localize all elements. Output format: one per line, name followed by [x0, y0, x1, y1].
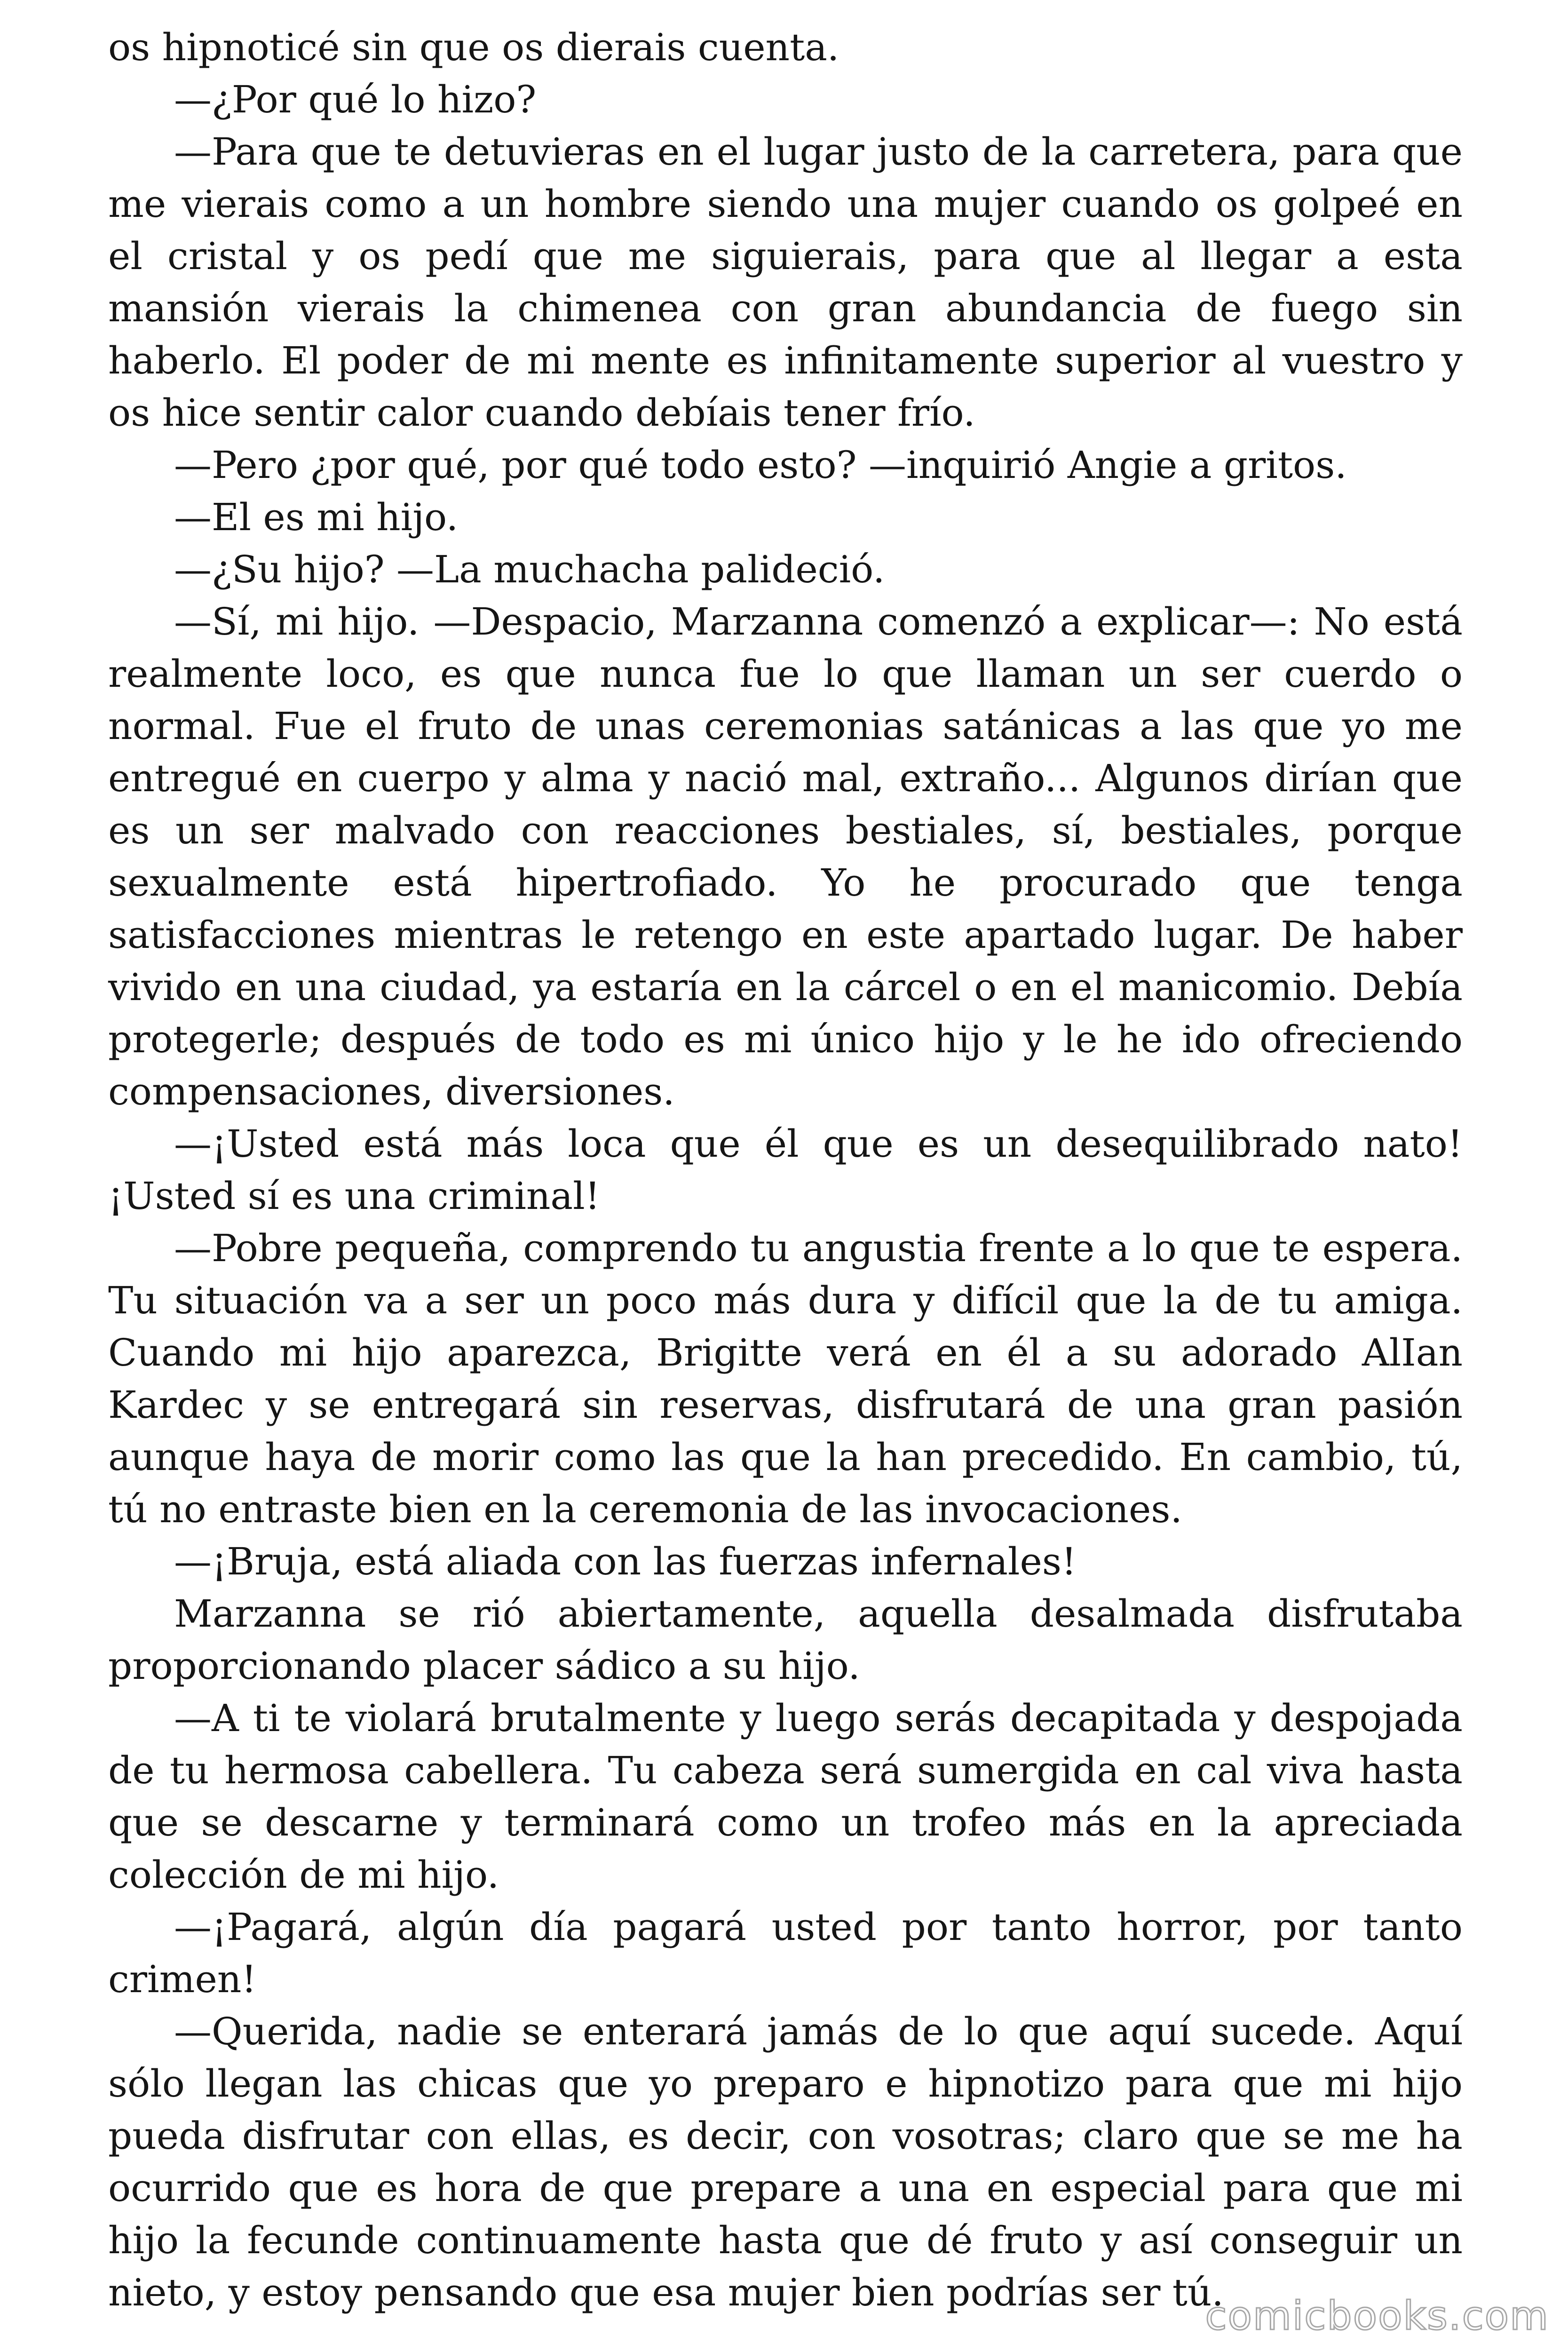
paragraph: —Para que te detuvieras en el lugar justo de la carretera, para que me vierais como a un hombre siendo una mujer cuando os golpeé en el cristal y os pedí que me siguierais, para que al llegar a esta mansión vierais la chimenea con gran abundancia de fuego sin haberlo. El poder de mi mente es infinitamente superior al vuestro y os hice sentir calor cuando debíais tener frío.: [108, 130, 1463, 435]
paragraph: —¡Usted está más loca que él que es un desequilibrado nato! ¡Usted sí es una criminal!: [108, 1122, 1463, 1218]
paragraph: os hipnoticé sin que os dierais cuenta.: [108, 25, 839, 69]
paragraph: —Sí, mi hijo. —Despacio, Marzanna comenzó a explicar—: No está realmente loco, es que nunca fue lo que llaman un ser cuerdo o normal. Fue el fruto de unas ceremonias satánicas a las que yo me entregué en cuerpo y alma y nació mal, extraño... Algunos dirían que es un ser malvado con reacciones bestiales, sí, bestiales, porque sexualmente está hipertrofiado. Yo he procurado que tenga satisfacciones mientras le retengo en este apartado lugar. De haber vivido en una ciudad, ya estaría en la cárcel o en el manicomio. Debía protegerle; después de todo es mi único hijo y le he ido ofreciendo compensaciones, diversiones.: [108, 600, 1463, 1113]
paragraph: —El es mi hijo.: [174, 495, 459, 539]
paragraph: —¿Por qué lo hizo?: [174, 78, 537, 121]
paragraph: —¡Pagará, algún día pagará usted por tanto horror, por tanto crimen!: [108, 1905, 1463, 2001]
paragraph: —¡Bruja, está aliada con las fuerzas infernales!: [174, 1540, 1077, 1583]
paragraph: —¿Su hijo? —La muchacha palideció.: [174, 548, 885, 591]
paragraph: —A ti te violará brutalmente y luego serás decapitada y despojada de tu hermosa cabellera. Tu cabeza será sumergida en cal viva hasta que se descarne y terminará como un trofeo más en la apreciada colección de mi hijo.: [108, 1696, 1463, 1897]
paragraph: —Pero ¿por qué, por qué todo esto? —inquirió Angie a gritos.: [174, 443, 1347, 487]
paragraph: —Pobre pequeña, comprendo tu angustia frente a lo que te espera. Tu situación va a ser un poco más dura y difícil que la de tu amiga. Cuando mi hijo aparezca, Brigitte verá en él a su adorado AlIan Kardec y se entregará sin reservas, disfrutará de una gran pasión aunque haya de morir como las que la han precedido. En cambio, tú, tú no entraste bien en la ceremonia de las invocaciones.: [108, 1226, 1463, 1531]
paragraph: Marzanna se rió abiertamente, aquella desalmada disfrutaba proporcionando placer sádico a su hijo.: [108, 1592, 1463, 1688]
paragraph: —Querida, nadie se enterará jamás de lo que aquí sucede. Aquí sólo llegan las chicas que yo preparo e hipnotizo para que mi hijo pueda disfrutar con ellas, es decir, con vosotras; claro que se me ha ocurrido que es hora de que prepare a una en especial para que mi hijo la fecunde continuamente hasta que dé fruto y así conseguir un nieto, y estoy pensando que esa mujer bien podrías ser tú.: [108, 2010, 1463, 2314]
page-body: [108, 21, 1463, 2319]
watermark: comicbooks.com: [1205, 2293, 1549, 2339]
